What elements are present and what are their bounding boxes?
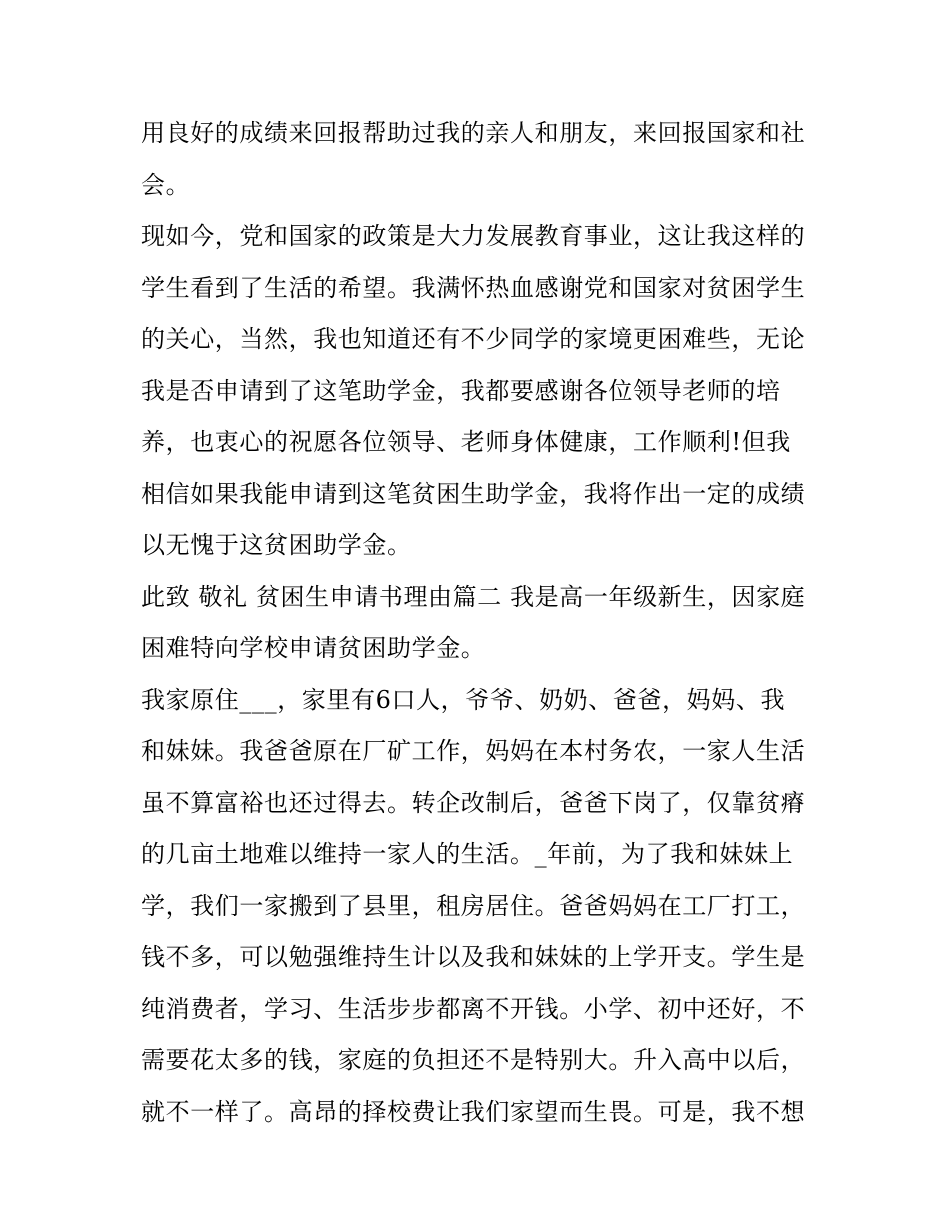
text-line: 用良好的成绩来回报帮助过我的亲人和朋友，来回报国家和社 — [141, 119, 806, 147]
text-line: 养，也衷心的祝愿各位领导、老师身体健康，工作顺利!但我 — [141, 428, 791, 456]
text-line: 我家原住___，家里有6口人，爷爷、奶奶、爸爸，妈妈、我 — [141, 685, 786, 714]
text-line: 学，我们一家搬到了县里，租房居住。爸爸妈妈在工厂打工， — [141, 891, 806, 920]
text-line: 和妹妹。我爸爸原在厂矿工作，妈妈在本村务农，一家人生活 — [141, 737, 806, 765]
text-line: 现如今，党和国家的政策是大力发展教育事业，这让我这样的 — [141, 222, 806, 250]
text-line: 就不一样了。高昂的择校费让我们家望而生畏。可是，我不想 — [141, 1097, 806, 1126]
text-line: 会。 — [141, 170, 191, 199]
text-line: 钱不多，可以勉强维持生计以及我和妹妹的上学开支。学生是 — [141, 943, 806, 971]
text-line: 此致 敬礼 贫困生申请书理由篇二 我是高一年级新生，因家庭 — [141, 582, 806, 611]
text-line: 困难特向学校申请贫困助学金。 — [141, 634, 486, 662]
text-line: 纯消费者，学习、生活步步都离不开钱。小学、初中还好，不 — [141, 994, 806, 1023]
text-line: 我是否申请到了这笔助学金，我都要感谢各位领导老师的培 — [141, 376, 781, 405]
text-line: 学生看到了生活的希望。我满怀热血感谢党和国家对贫困学生 — [141, 273, 806, 302]
text-line: 相信如果我能申请到这笔贫困生助学金，我将作出一定的成绩 — [141, 479, 806, 508]
text-line: 需要花太多的钱，家庭的负担还不是特别大。升入高中以后， — [141, 1046, 806, 1074]
text-line: 虽不算富裕也还过得去。转企改制后，爸爸下岗了，仅靠贫瘠 — [141, 788, 806, 817]
text-line: 以无愧于这贫困助学金。 — [141, 531, 412, 559]
body-text — [141, 108, 831, 1138]
text-line: 的关心，当然，我也知道还有不少同学的家境更困难些，无论 — [141, 325, 806, 353]
text-line: 的几亩土地难以维持一家人的生活。_年前，为了我和妹妹上 — [141, 840, 794, 868]
